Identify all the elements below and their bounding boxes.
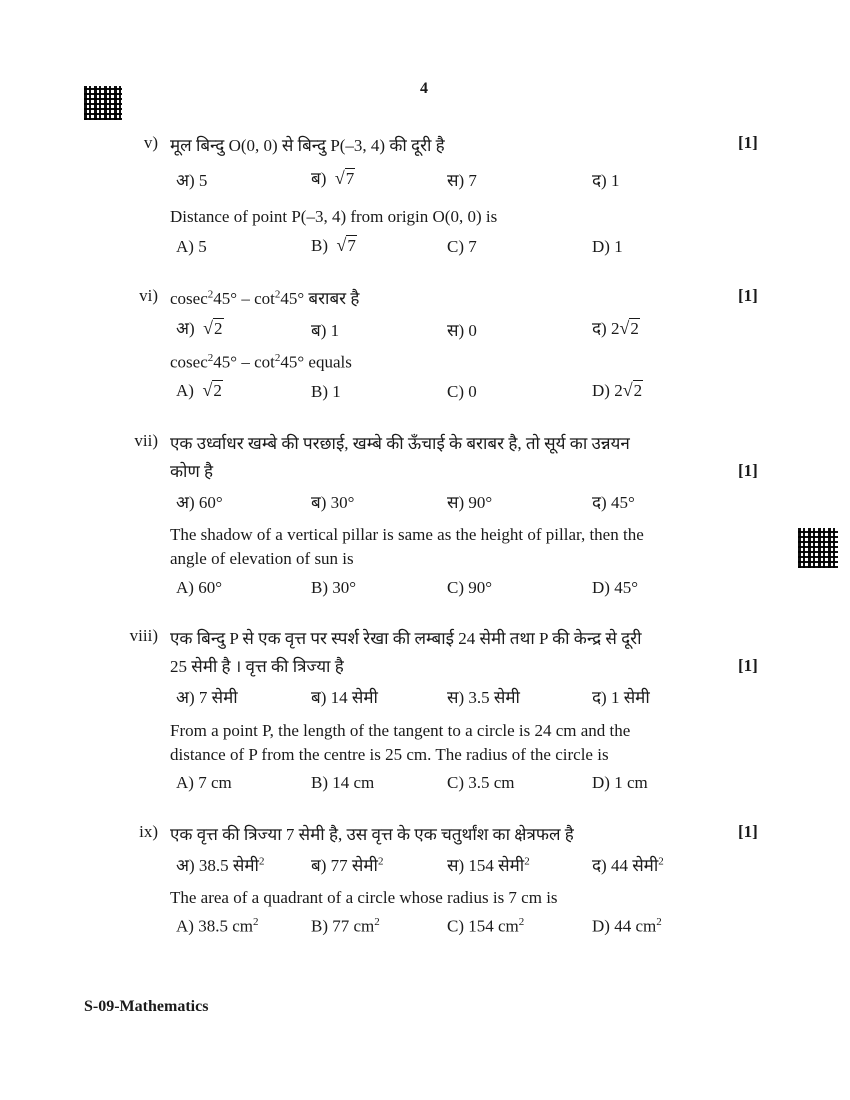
option-a-hindi: अ) √2 <box>176 318 223 338</box>
marks: [1] <box>738 461 758 480</box>
question-text-english: From a point P, the length of the tangent to a circle is 24 cm and the <box>170 721 631 740</box>
question-text-hindi: $cosec^245^\circ - \cot^245^\circ$ बराबर है <box>170 288 360 308</box>
question-text-english: distance of P from the centre is 25 cm. The radius of the circle is <box>170 745 609 764</box>
option-d-hindi: द) 2√2 <box>592 318 639 338</box>
option-b-english: B) 14 cm <box>311 773 375 792</box>
question-text-english: $cosec^245^\circ - \cot^245^\circ$ equals <box>170 352 352 372</box>
question-text-hindi: मूल बिन्दु O(0, 0) से बिन्दु P(–3, 4) की दूरी है <box>170 136 445 155</box>
option-c-hindi: स) 154 सेमी$^2$ <box>447 855 530 875</box>
question-text-hindi: एक उर्ध्वाधर खम्बे की परछाई, खम्बे की ऊँचाई के बराबर है, तो सूर्य का उन्नयन <box>170 434 630 453</box>
option-d-hindi: द) 44 सेमी$^2$ <box>592 855 664 875</box>
question-text-hindi: एक वृत्त की त्रिज्या 7 सेमी है, उस वृत्त के एक चतुर्थांश का क्षेत्रफल है <box>170 825 574 844</box>
question-number: ix) <box>139 822 158 841</box>
marks: [1] <box>738 133 758 152</box>
option-a-hindi: अ) 7 सेमी <box>176 688 238 707</box>
option-c-hindi: स) 90° <box>447 493 493 512</box>
option-b-english: B) 1 <box>311 382 341 401</box>
option-a-english: A) 60° <box>176 578 222 597</box>
option-c-english: C) 154 $cm^2$ <box>447 916 525 936</box>
option-d-english: D) 1 cm <box>592 773 648 792</box>
question-text-hindi: एक बिन्दु P से एक वृत्त पर स्पर्श रेखा की लम्बाई 24 सेमी तथा P की केन्द्र से दूरी <box>170 629 642 648</box>
option-d-hindi: द) 1 <box>592 171 620 190</box>
option-c-hindi: स) 3.5 सेमी <box>447 688 520 707</box>
option-a-english: A) 7 cm <box>176 773 232 792</box>
question-text-hindi: 25 सेमी है । वृत्त की त्रिज्या है <box>170 657 344 676</box>
option-d-hindi: द) 45° <box>592 493 635 512</box>
marks: [1] <box>738 656 758 675</box>
option-b-hindi: ब) 30° <box>311 493 355 512</box>
marks: [1] <box>738 286 758 305</box>
question-text-english: Distance of point P(–3, 4) from origin O(0, 0) is <box>170 207 498 226</box>
page-number: 4 <box>420 80 428 97</box>
option-b-hindi: ब) 77 सेमी$^2$ <box>311 855 384 875</box>
option-d-hindi: द) 1 सेमी <box>592 688 650 707</box>
option-d-english: D) 44 $cm^2$ <box>592 916 662 936</box>
qr-code-icon <box>84 86 122 120</box>
footer-subject-code: S-09-Mathematics <box>84 998 209 1015</box>
option-c-english: C) 3.5 cm <box>447 773 515 792</box>
option-a-english: A) 38.5 $cm^2$ <box>176 916 259 936</box>
option-b-english: B) √7 <box>311 235 356 255</box>
question-text-english: The area of a quadrant of a circle whose radius is 7 cm is <box>170 888 558 907</box>
option-b-hindi: ब) 14 सेमी <box>311 688 378 707</box>
option-b-hindi: ब) √7 <box>311 168 355 188</box>
option-c-hindi: स) 0 <box>447 321 477 340</box>
option-a-hindi: अ) 5 <box>176 171 208 190</box>
option-d-english: D) 45° <box>592 578 638 597</box>
question-number: v) <box>143 133 158 152</box>
question-text-english: The shadow of a vertical pillar is same as the height of pillar, then the <box>170 525 644 544</box>
option-b-english: B) 77 $cm^2$ <box>311 916 380 936</box>
option-d-english: D) 2√2 <box>592 380 643 400</box>
question-number: viii) <box>129 626 158 645</box>
option-a-english: A) √2 <box>176 380 222 400</box>
option-a-english: A) 5 <box>176 237 207 256</box>
option-a-hindi: अ) 38.5 सेमी$^2$ <box>176 855 265 875</box>
option-c-hindi: स) 7 <box>447 171 477 190</box>
option-b-hindi: ब) 1 <box>311 321 340 340</box>
option-c-english: C) 90° <box>447 578 493 597</box>
option-a-hindi: अ) 60° <box>176 493 223 512</box>
marks: [1] <box>738 822 758 841</box>
question-number: vii) <box>134 431 158 450</box>
option-c-english: C) 7 <box>447 237 477 256</box>
question-text-hindi: कोण है <box>170 462 214 481</box>
option-d-english: D) 1 <box>592 237 623 256</box>
question-text-english: angle of elevation of sun is <box>170 549 354 568</box>
question-number: vi) <box>139 286 158 305</box>
option-c-english: C) 0 <box>447 382 477 401</box>
option-b-english: B) 30° <box>311 578 357 597</box>
qr-code-icon <box>798 528 838 568</box>
